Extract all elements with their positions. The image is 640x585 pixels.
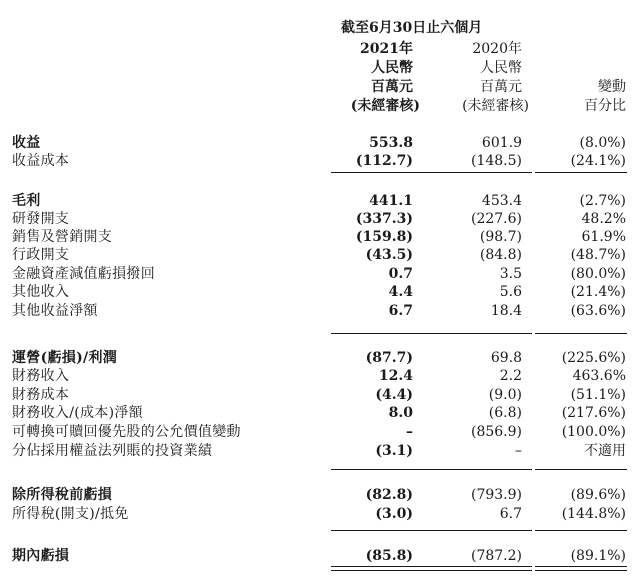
value-change: (24.1%): [570, 153, 626, 169]
value-change: 48.2%: [581, 211, 626, 227]
total-double-rule: [331, 566, 439, 567]
value-2021: (4.4): [375, 387, 413, 403]
row-label: 其他收益淨額: [12, 303, 98, 319]
value-2020: (227.6): [470, 211, 522, 227]
subtotal-rule: [438, 530, 532, 531]
total-double-rule: [535, 566, 627, 567]
value-change: 不適用: [584, 443, 626, 459]
row-label: 收益: [12, 135, 41, 151]
value-2020: 3.5: [499, 266, 522, 282]
value-2020: (98.7): [479, 229, 522, 245]
subtotal-rule: [331, 530, 439, 531]
value-2021: (87.7): [365, 350, 413, 366]
value-change: (89.1%): [570, 548, 626, 564]
value-2020: (793.9): [470, 487, 522, 503]
row-label: 金融資產減值虧損撥回: [12, 266, 155, 282]
value-change: (144.8%): [561, 506, 626, 522]
value-2021: 6.7: [388, 303, 413, 319]
value-2021: –: [406, 424, 413, 440]
value-2021: (112.7): [355, 153, 413, 169]
subtotal-rule: [535, 172, 627, 173]
value-2021: 8.0: [388, 405, 413, 421]
col-2021-year: 2021年: [360, 41, 413, 57]
row-label: 銷售及營銷開支: [12, 229, 113, 245]
value-2021: (85.8): [365, 548, 413, 564]
value-change: (51.1%): [570, 387, 626, 403]
row-label: 毛利: [12, 193, 41, 209]
value-2020: –: [515, 443, 522, 459]
value-change: (217.6%): [561, 405, 626, 421]
value-2020: 601.9: [481, 135, 522, 151]
subtotal-rule: [535, 333, 627, 334]
subtotal-rule: [331, 333, 439, 334]
value-2021: (3.1): [375, 443, 413, 459]
value-2021: (159.8): [355, 229, 413, 245]
value-2021: (3.0): [375, 506, 413, 522]
value-2020: 2.2: [499, 368, 522, 384]
row-label: 財務成本: [12, 387, 70, 403]
value-change: (89.6%): [570, 487, 626, 503]
value-change: (21.4%): [570, 284, 626, 300]
value-2021: 441.1: [369, 193, 413, 209]
col-2021-audit: (未經審核): [350, 98, 420, 114]
value-2021: 0.7: [388, 266, 413, 282]
row-label: 財務收入/(成本)淨額: [12, 405, 143, 421]
value-2021: 553.8: [369, 135, 413, 151]
value-2021: 12.4: [378, 368, 413, 384]
col-2020-audit: (未經審核): [462, 98, 529, 114]
total-double-rule: [331, 570, 439, 571]
row-label: 除所得稅前虧損: [12, 487, 113, 503]
value-2020: 69.8: [490, 350, 522, 366]
value-change: 463.6%: [572, 368, 626, 384]
value-change: (48.7%): [570, 247, 626, 263]
total-double-rule: [438, 566, 532, 567]
row-label: 財務收入: [12, 368, 70, 384]
value-change: (225.6%): [561, 350, 626, 366]
change-header-line2: 百分比: [584, 98, 626, 114]
total-double-rule: [535, 570, 627, 571]
subtotal-rule: [438, 333, 532, 334]
subtotal-rule: [535, 469, 627, 470]
row-label: 分佔採用權益法列賬的投資業績: [12, 443, 213, 459]
value-2020: (6.8): [488, 405, 522, 421]
col-2021-unit: 百萬元: [371, 79, 413, 95]
value-2020: 5.6: [499, 284, 522, 300]
row-label: 研發開支: [12, 211, 70, 227]
value-2021: (82.8): [365, 487, 413, 503]
value-2021: (43.5): [365, 247, 413, 263]
change-header-line1: 變動: [598, 79, 626, 95]
value-2020: 18.4: [490, 303, 522, 319]
total-double-rule: [438, 570, 532, 571]
subtotal-rule: [535, 530, 627, 531]
value-2020: 6.7: [499, 506, 522, 522]
row-label: 其他收入: [12, 284, 70, 300]
value-2020: (856.9): [470, 424, 522, 440]
subtotal-rule: [438, 469, 532, 470]
value-2020: (84.8): [479, 247, 522, 263]
row-label: 所得稅(開支)/抵免: [12, 506, 129, 522]
col-2020-year: 2020年: [472, 41, 522, 57]
row-label: 可轉換可贖回優先股的公允價值變動: [12, 424, 241, 440]
row-label: 行政開支: [12, 247, 70, 263]
subtotal-rule: [438, 172, 532, 173]
row-label: 收益成本: [12, 153, 70, 169]
col-2020-unit: 百萬元: [480, 79, 522, 95]
value-2020: (787.2): [470, 548, 522, 564]
value-2020: (9.0): [488, 387, 522, 403]
value-2021: 4.4: [388, 284, 413, 300]
value-2020: 453.4: [481, 193, 522, 209]
row-label: 運營(虧損)/利潤: [12, 350, 118, 366]
value-change: (2.7%): [579, 193, 626, 209]
value-2021: (337.3): [355, 211, 413, 227]
period-header: 截至6月30日止六個月: [341, 20, 483, 36]
value-change: 61.9%: [581, 229, 626, 245]
col-2021-currency: 人民幣: [371, 60, 413, 76]
value-2020: (148.5): [470, 153, 522, 169]
row-label: 期內虧損: [12, 548, 70, 564]
value-change: (100.0%): [561, 424, 626, 440]
value-change: (63.6%): [570, 303, 626, 319]
value-change: (80.0%): [570, 266, 626, 282]
subtotal-rule: [331, 469, 439, 470]
subtotal-rule: [331, 172, 439, 173]
col-2020-currency: 人民幣: [480, 60, 522, 76]
value-change: (8.0%): [579, 135, 626, 151]
